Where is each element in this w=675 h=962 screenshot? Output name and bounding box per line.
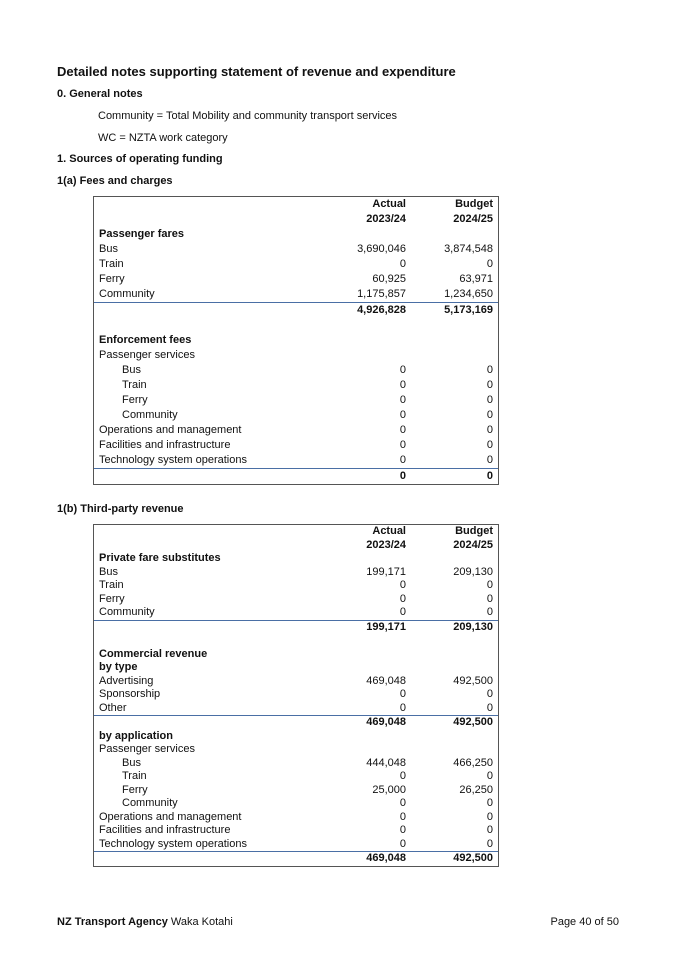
table-row: [94, 423, 498, 438]
row-actual: 0: [399, 394, 406, 406]
row-actual: 0: [399, 424, 406, 436]
table-row: [94, 593, 498, 607]
row-budget: 0: [486, 837, 493, 850]
row-actual: 0: [399, 810, 406, 823]
section-label: [94, 333, 498, 348]
total-row: [94, 468, 498, 484]
row-label: Other: [99, 701, 127, 714]
table-row: [94, 579, 498, 593]
table-header-row: [94, 197, 498, 212]
row-actual: 0: [399, 592, 406, 605]
row-label: Train: [122, 379, 147, 391]
table-row: [94, 811, 498, 825]
sources-heading: 1. Sources of operating funding: [57, 153, 223, 165]
table-row: [94, 606, 498, 620]
table-row: [94, 242, 498, 257]
row-actual: 3,690,046: [357, 243, 406, 255]
row-budget: 0: [486, 454, 493, 466]
row-budget: 3,874,548: [444, 243, 493, 255]
row-actual: 1,175,857: [357, 288, 406, 300]
row-budget: 466,250: [453, 756, 493, 769]
row-label: Advertising: [99, 674, 154, 687]
table-row: [94, 824, 498, 838]
subsection-label: [94, 730, 498, 744]
row-budget: 0: [486, 810, 493, 823]
row-label: Operations and management: [99, 424, 242, 436]
third-party-table: [93, 524, 499, 867]
table-row: [94, 393, 498, 408]
row-label: Ferry: [122, 394, 148, 406]
row-budget: 0: [486, 688, 493, 700]
total-row: [94, 715, 498, 730]
row-budget: 0: [486, 824, 493, 836]
row-actual: 0: [399, 701, 406, 714]
row-actual: 25,000: [372, 783, 406, 796]
footer-org-bold: NZ Transport Agency: [57, 916, 168, 928]
row-budget: 209,130: [453, 565, 493, 578]
table-row: [94, 363, 498, 378]
row-actual: 0: [399, 824, 406, 836]
column-header-actual-year: 2023/24: [366, 538, 406, 551]
row-budget: 0: [486, 439, 493, 451]
column-header-budget-year: 2024/25: [453, 213, 493, 225]
table-row: [94, 287, 498, 302]
fees-table: [93, 196, 499, 485]
row-label: Ferry: [99, 273, 125, 285]
subsection-label-text: by type: [99, 661, 138, 673]
table-row: [94, 566, 498, 580]
table-header-row: [94, 525, 498, 539]
row-actual: 0: [399, 688, 406, 700]
row-label: Ferry: [99, 592, 125, 605]
table-row: [94, 770, 498, 784]
page-title: Detailed notes supporting statement of revenue and expenditure: [57, 64, 456, 79]
table-header-row: [94, 539, 498, 553]
row-label: Operations and management: [99, 810, 242, 823]
row-label: Facilities and infrastructure: [99, 824, 231, 836]
row-actual: 0: [399, 364, 406, 376]
row-label: Community: [122, 797, 178, 809]
table-row: [94, 675, 498, 689]
row-label: Bus: [99, 243, 118, 255]
row-budget: 26,250: [459, 783, 493, 796]
row-label: Bus: [122, 364, 141, 376]
total-budget: 209,130: [453, 620, 493, 633]
section-label-text: Enforcement fees: [99, 334, 192, 346]
total-budget: 492,500: [453, 716, 493, 728]
row-budget: 0: [486, 394, 493, 406]
footer-organisation: [57, 916, 233, 928]
row-budget: 0: [486, 701, 493, 714]
table-row: [94, 257, 498, 272]
note-wc: WC = NZTA work category: [98, 132, 228, 144]
row-actual: 0: [399, 837, 406, 850]
total-row: [94, 302, 498, 318]
row-actual: 0: [399, 379, 406, 391]
row-actual: 469,048: [366, 674, 406, 687]
table-row: [94, 453, 498, 468]
row-budget: 63,971: [459, 273, 493, 285]
row-label: Bus: [122, 756, 141, 769]
row-label: Facilities and infrastructure: [99, 439, 231, 451]
table-row: [94, 378, 498, 393]
column-header-actual: Actual: [372, 525, 406, 537]
subsection-label: [94, 348, 498, 363]
row-label: Community: [99, 606, 155, 618]
table-header-row: [94, 212, 498, 227]
row-budget: 492,500: [453, 674, 493, 687]
row-label: Bus: [99, 565, 118, 578]
column-header-budget-year: 2024/25: [453, 538, 493, 551]
total-budget: 0: [486, 470, 493, 482]
table-row: [94, 688, 498, 702]
row-budget: 1,234,650: [444, 288, 493, 300]
row-label: Sponsorship: [99, 688, 161, 700]
row-label: Ferry: [122, 783, 148, 796]
table-row: [94, 757, 498, 771]
row-actual: 0: [399, 579, 406, 591]
row-actual: 0: [399, 409, 406, 421]
row-actual: 0: [399, 770, 406, 782]
row-actual: 444,048: [366, 756, 406, 769]
row-label: Technology system operations: [99, 454, 247, 466]
row-budget: 0: [486, 770, 493, 782]
third-party-heading: 1(b) Third-party revenue: [57, 503, 184, 515]
row-actual: 199,171: [366, 565, 406, 578]
note-community: Community = Total Mobility and community transport services: [98, 110, 398, 122]
section-label-text: Private fare substitutes: [99, 552, 221, 564]
column-header-actual-year: 2023/24: [366, 213, 406, 225]
page-number: Page 40 of 50: [550, 916, 619, 928]
section-label-text: Commercial revenue: [99, 647, 208, 660]
table-row: [94, 838, 498, 852]
column-header-actual: Actual: [372, 198, 406, 210]
row-budget: 0: [486, 258, 493, 270]
section-label: [94, 227, 498, 242]
subsection-label: [94, 661, 498, 675]
row-label: Train: [99, 258, 124, 270]
section-label: [94, 552, 498, 566]
total-actual: 199,171: [366, 620, 406, 633]
total-actual: 4,926,828: [357, 304, 406, 316]
subsection-label-text: Passenger services: [99, 743, 195, 755]
total-row: [94, 851, 498, 866]
row-budget: 0: [486, 797, 493, 809]
total-actual: 469,048: [366, 716, 406, 728]
table-row: [94, 702, 498, 716]
fees-heading: 1(a) Fees and charges: [57, 175, 173, 187]
table-row: [94, 272, 498, 287]
row-label: Technology system operations: [99, 837, 247, 850]
row-label: Community: [99, 288, 155, 300]
row-actual: 0: [399, 797, 406, 809]
row-budget: 0: [486, 592, 493, 605]
row-budget: 0: [486, 379, 493, 391]
row-budget: 0: [486, 606, 493, 618]
total-actual: 0: [399, 470, 406, 482]
total-budget: 5,173,169: [444, 304, 493, 316]
row-label: Community: [122, 409, 178, 421]
column-header-budget: Budget: [455, 525, 493, 537]
subsection-label-text: Passenger services: [99, 349, 195, 361]
total-row: [94, 620, 498, 635]
row-actual: 0: [399, 258, 406, 270]
row-budget: 0: [486, 424, 493, 436]
row-budget: 0: [486, 364, 493, 376]
table-row: [94, 784, 498, 798]
section-label-text: Passenger fares: [99, 228, 184, 240]
section-label: [94, 648, 498, 662]
subsection-label: [94, 743, 498, 757]
total-actual: 469,048: [366, 852, 406, 864]
row-actual: 0: [399, 606, 406, 618]
row-budget: 0: [486, 409, 493, 421]
row-label: Train: [99, 579, 124, 591]
row-label: Train: [122, 770, 147, 782]
row-budget: 0: [486, 579, 493, 591]
row-actual: 0: [399, 439, 406, 451]
row-actual: 60,925: [372, 273, 406, 285]
general-notes-heading: 0. General notes: [57, 88, 143, 100]
column-header-budget: Budget: [455, 198, 493, 210]
row-actual: 0: [399, 454, 406, 466]
subsection-label-text: by application: [99, 729, 173, 742]
table-row: [94, 408, 498, 423]
table-row: [94, 797, 498, 811]
total-budget: 492,500: [453, 852, 493, 864]
footer-org-rest: Waka Kotahi: [167, 916, 233, 928]
table-row: [94, 438, 498, 453]
